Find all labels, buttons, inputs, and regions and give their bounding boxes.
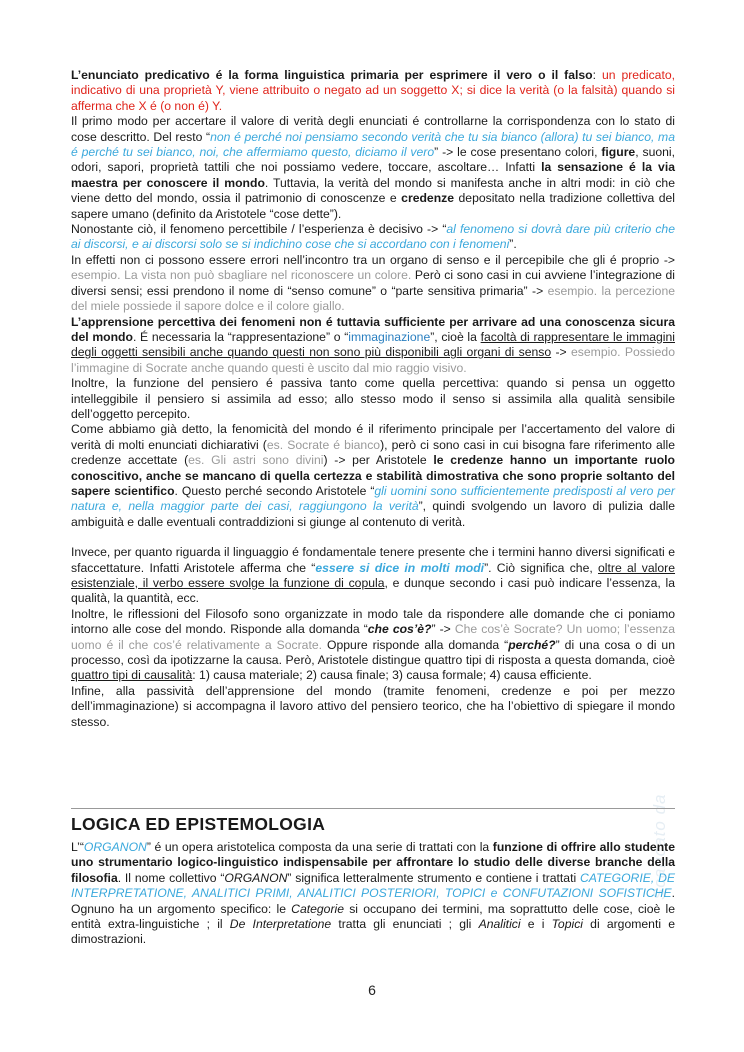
- section-logica: [71, 840, 675, 948]
- main-content: [71, 68, 675, 730]
- paragraph-gap: [71, 530, 675, 545]
- paragraph-infine: Infine, alla passività dell’apprensione del mondo (tramite fenomeni, credenze e poi per mezzo dell’immaginazione) si accompagna il lavoro attivo del pensiero teorico, che ha l’obiettivo di spiegare il mondo stesso.: [71, 683, 675, 729]
- paragraph-come-abbiamo: Come abbiamo già detto, la fenomicità del mondo é il riferimento principale per l’accertamento del valore di verità di molti enunciati dichiarativi (es. Socrate é bianco), però ci sono casi in cui bisogna fare riferimento alle credenze accettate (es. Gli astri sono divini) -> per Aristotele le credenze hanno un importante ruolo conoscitivo, anche se mancano di quella certezza e stabilità dimostrativa che sono proprie soltanto del sapere scientifico. Questo perché secondo Aristotele “gli uomini sono sufficientemente predisposti al vero per natura e, nella maggior parte dei casi, raggiungono la verità”, quindi svolgendo un lavoro di pulizia dalle ambiguità e dalle eventuali contraddizioni si giunge al contenuto di verità.: [71, 422, 675, 529]
- section-heading: LOGICA ED EPISTEMOLOGIA: [71, 814, 326, 834]
- paragraph-inoltre-pensiero: Inoltre, la funzione del pensiero é passiva tanto come quella percettiva: quando si pensa un oggetto intelleggibile il pensiero si assimila ad esso; allo stesso modo il senso si assimila alla qualità sensibile dell’oggetto percepito.: [71, 376, 675, 421]
- paragraph-enunciato: L’enunciato predicativo é la forma linguistica primaria per esprimere il vero o il falso: un predicato, indicativo di una proprietà Y, viene attribuito o negato ad un soggetto X; si dice la verità (o la falsità) quando si afferma che X é (o non é) Y.: [71, 68, 675, 113]
- paragraph-in-effetti: In effetti non ci possono essere errori nell’incontro tra un organo di senso e il percepibile che gli é proprio -> esempio. La vista non può sbagliare nel riconoscere un colore. Però ci sono casi in cui avviene l’integrazione di diversi sensi; essi prendono il nome di “senso comune” o “parte sensitiva primaria” -> esempio. la percezione del miele possiede il sapore dolce e il colore giallo.: [71, 252, 676, 314]
- paragraph-linguaggio: Invece, per quanto riguarda il linguaggio é fondamentale tenere presente che i termini hanno diversi significati e sfaccettature. Infatti Aristotele afferma che “essere si dice in molti modi”. Ciò significa che, oltre al valore esistenziale, il verbo essere svolge la funzione di copula, e dunque secondo i casi può indicare l’essenza, la qualità, la quantità, ecc.: [71, 545, 676, 606]
- paragraph-nonostante: Nonostante ciò, il fenomeno percettibile / l’esperienza è decisivo -> “al fenomeno si dovrà dare più criterio che ai discorsi, e ai discorsi solo se si indichino cose che si accordano con i fenomeni”.: [71, 222, 675, 252]
- paragraph-organon: L’“ORGANON” é un opera aristotelica composta da una serie di trattati con la funzione di offrire allo studente uno strumentario logico-linguistico indispensabile per affrontare lo studio delle diverse branche della filosofia. Il nome collettivo “ORGANON” significa letteralmente strumento e contiene i trattati CATEGORIE, DE INTERPRETATIONE, ANALITICI PRIMI, ANALITICI POSTERIORI, TOPICI e CONFUTAZIONI SOFISTICHE. Ognuno ha un argomento specifico: le Categorie si occupano dei termini, ma soprattutto delle cose, cioè le entità extra-linguistiche ; il De Interpretatione tratta gli enunciati ; gli Analitici e i Topici di argomenti e dimostrazioni.: [71, 840, 675, 947]
- section-divider: [71, 808, 675, 809]
- paragraph-apprensione: L’apprensione percettiva dei fenomeni non é tuttavia sufficiente per arrivare ad una conoscenza sicura del mondo. É necessaria la “rappresentazione” o “immaginazione”, cioè la facoltà di rappresentare le immagini degli oggetti sensibili anche quando questi non sono più disponibili agli organi di senso -> esempio. Possiedo l’immagine di Socrate anche quando questi è uscito dal mio raggio visivo.: [71, 314, 675, 375]
- page-number: 6: [368, 982, 376, 998]
- paragraph-primo-modo: Il primo modo per accertare il valore di verità degli enunciati é controllarne la corrispondenza con lo stato di cose descritto. Del resto “non é perché noi pensiamo secondo verità che tu sia bianco (allora) tu sei bianco, ma é perché tu sei bianco, noi, che affermiamo questo, diciamo il vero” -> le cose presentano colori, figure, suoni, odori, sapori, proprietà tattili che noi possiamo vedere, toccare, ascoltare… Infatti la sensazione é la via maestra per conoscere il mondo. Tuttavia, la verità del mondo si manifesta anche in altri modi: in ciò che viene detto del mondo, ossia il patrimonio di conoscenze e credenze depositato nella tradizione collettiva del sapere umano (definito da Aristotele “cose dette”).: [71, 114, 676, 221]
- vertical-watermark: Scaricato da: [650, 793, 669, 900]
- paragraph-riflessioni: Inoltre, le riflessioni del Filosofo sono organizzate in modo tale da rispondere alle domande che ci poniamo intorno alle cose del mondo. Risponde alla domanda “che cos’è?” -> Che cos’è Socrate? Un uomo; l’essenza uomo é il che cos’é relativamente a Socrate. Oppure risponde alla domanda “perché?” di una cosa o di un processo, così da ipotizzarne la causa. Però, Aristotele distingue quattro tipi di risposta a questa domanda, cioè quattro tipi di causalità: 1) causa materiale; 2) causa finale; 3) causa formale; 4) causa efficiente.: [71, 606, 676, 683]
